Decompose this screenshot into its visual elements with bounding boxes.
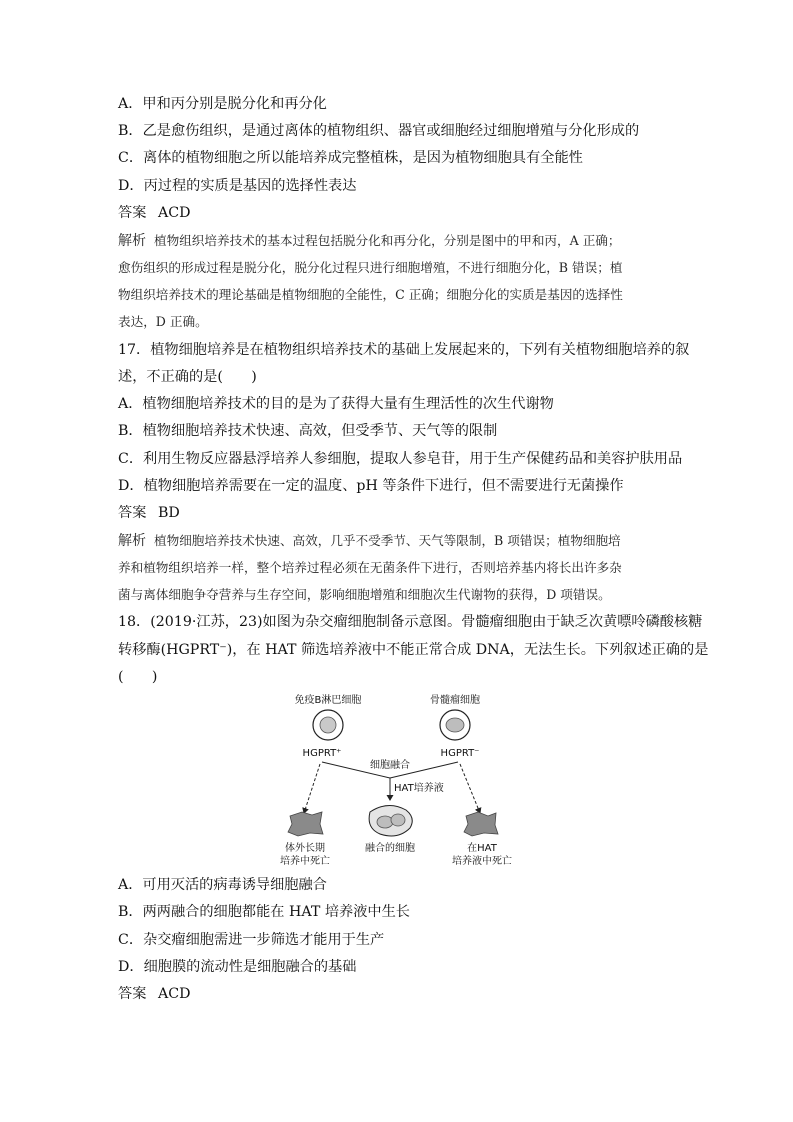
q16-option-b: B．乙是愈伤组织，是通过离体的植物组织、器官或细胞经过细胞增殖与分化形成的	[118, 123, 640, 139]
q18-stem: ( )	[118, 669, 158, 685]
myeloma-cell-icon	[440, 710, 470, 740]
b-cell-label: 免疫B淋巴细胞	[294, 695, 362, 706]
answer-value: ACD	[158, 205, 191, 221]
q18-stem: 转移酶(HGPRT⁻)，在 HAT 筛选培养液中不能正常合成 DNA，无法生长。下列叙述正确的是	[118, 642, 709, 658]
hgprt-minus-label: HGPRT⁻	[440, 748, 480, 759]
q16-answer	[118, 203, 190, 223]
right-outcome-line2: 培养液中死亡	[452, 856, 512, 867]
q17-stem: 17．植物细胞培养是在植物组织培养技术的基础上发展起来的，下列有关植物细胞培养的叙	[118, 342, 690, 358]
dead-cell-right-icon	[464, 812, 498, 836]
q18-option-b: B．两两融合的细胞都能在 HAT 培养液中生长	[118, 904, 410, 920]
left-outcome-line2: 培养中死亡	[280, 856, 330, 867]
explanation-label: 解析	[118, 533, 146, 549]
q18-option-a: A．可用灭活的病毒诱导细胞融合	[118, 877, 327, 893]
fused-cell-label: 融合的细胞	[365, 843, 415, 854]
q18-option-d: D．细胞膜的流动性是细胞融合的基础	[118, 959, 357, 975]
arrow-dashed-right	[460, 764, 480, 813]
q17-option-a: A．植物细胞培养技术的目的是为了获得大量有生理活性的次生代谢物	[118, 396, 554, 412]
q18-answer	[118, 984, 190, 1004]
hat-medium-label: HAT培养液	[394, 783, 444, 794]
arrow-dashed-left	[304, 764, 320, 813]
q16-explanation-line: 表达，D 正确。	[118, 314, 208, 329]
hybridoma-diagram	[270, 688, 530, 873]
q16-option-c: C．离体的植物细胞之所以能培养成完整植株，是因为植物细胞具有全能性	[118, 150, 583, 166]
dead-cell-left-icon	[288, 812, 323, 836]
b-cell-icon	[313, 710, 343, 740]
right-outcome-line1: 在HAT	[467, 843, 497, 854]
q16-explanation-line: 愈伤组织的形成过程是脱分化，脱分化过程只进行细胞增殖，不进行细胞分化，B 错误；植	[118, 260, 623, 275]
q17-option-d: D．植物细胞培养需要在一定的温度、pH 等条件下进行，但不需要进行无菌操作	[118, 478, 624, 494]
left-outcome-line1: 体外长期	[285, 843, 325, 854]
q17-option-c: C．利用生物反应器悬浮培养人参细胞，提取人参皂苷，用于生产保健药品和美容护肤用品	[118, 451, 683, 467]
q16-option-a: A．甲和丙分别是脱分化和再分化	[118, 96, 327, 112]
fusion-label: 细胞融合	[370, 760, 410, 771]
q17-explanation-line: 菌与离体细胞争夺营养与生存空间，影响细胞增殖和细胞次生代谢物的获得，D 项错误。	[118, 587, 611, 602]
answer-label: 答案	[118, 505, 147, 521]
q18-option-c: C．杂交瘤细胞需进一步筛选才能用于生产	[118, 932, 385, 948]
answer-value: BD	[158, 505, 180, 521]
q17-answer	[118, 503, 180, 523]
q18-stem: 18．(2019·江苏，23)如图为杂交瘤细胞制备示意图。骨髓瘤细胞由于缺乏次黄嘌呤磷酸核糖	[118, 614, 703, 630]
q16-explanation-line: 解析 植物组织培养技术的基本过程包括脱分化和再分化，分别是图中的甲和丙，A 正确；	[118, 233, 621, 249]
q17-option-b: B．植物细胞培养技术快速、高效，但受季节、天气等的限制	[118, 423, 498, 439]
q17-explanation-line: 养和植物组织培养一样，整个培养过程必须在无菌条件下进行，否则培养基内将长出许多杂	[118, 560, 622, 575]
q16-option-d: D．丙过程的实质是基因的选择性表达	[118, 178, 357, 194]
myeloma-label: 骨髓瘤细胞	[430, 695, 480, 706]
answer-label: 答案	[118, 205, 147, 221]
explanation-label: 解析	[118, 233, 146, 249]
hgprt-plus-label: HGPRT⁺	[302, 748, 342, 759]
q16-explanation-line: 物组织培养技术的理论基础是植物细胞的全能性，C 正确；细胞分化的实质是基因的选择性	[118, 287, 623, 302]
q17-explanation-line: 解析 植物细胞培养技术快速、高效，几乎不受季节、天气等限制，B 项错误；植物细胞培	[118, 533, 621, 549]
answer-value: ACD	[158, 986, 191, 1002]
answer-label: 答案	[118, 986, 147, 1002]
q17-stem: 述，不正确的是( )	[118, 369, 257, 385]
fused-cell-icon	[369, 805, 412, 836]
